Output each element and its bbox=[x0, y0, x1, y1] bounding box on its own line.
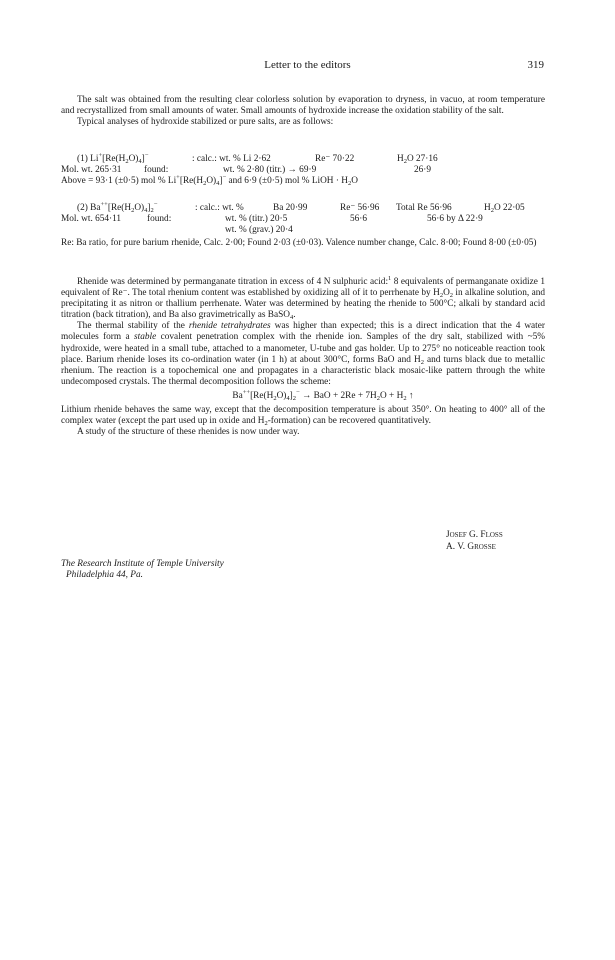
analysis2-found-row bbox=[61, 214, 545, 225]
method-text-b: 8 equivalents of permanganate oxidize 1 equivalent of Re⁻. The total rhenium content was established by oxidizing all of it to perrhenate by H bbox=[61, 277, 545, 299]
analysis1-above-tail: and 6·9 (±0·5) mol % LiOH · H bbox=[228, 176, 348, 187]
analysis2-grav-row bbox=[61, 225, 545, 236]
page-number: 319 bbox=[527, 59, 544, 71]
stability-text-a: The thermal stability of the bbox=[77, 321, 189, 332]
analysis2-formula: (2) Ba bbox=[77, 203, 101, 213]
analysis2-total-found: 56·6 by Δ 22·9 bbox=[427, 214, 483, 225]
affiliation-block bbox=[61, 559, 224, 581]
analysis2-calc: : calc.: wt. % bbox=[195, 203, 244, 213]
analysis1-formula: (1) Li bbox=[77, 154, 99, 164]
analysis-lithium bbox=[61, 154, 545, 187]
analysis2-molwt: Mol. wt. 654·11 bbox=[61, 214, 122, 225]
analysis1-h2o-found: 26·9 bbox=[414, 165, 432, 176]
ratio-paragraph: Re: Ba ratio, for pure barium rhenide, Calc. 2·00; Found 2·03 (±0·03). Valence number change, Calc. 8·00; Found 8·00 (±0·05) bbox=[61, 238, 537, 248]
analysis-barium bbox=[61, 203, 545, 236]
analysis1-above-row: Above = 93·1 (±0·5) mol % $Li^+[Re(H_2O)_4]^-$ and 6·9 (±0·5) mol % LiOH · $H_2O$ bbox=[61, 174, 358, 188]
analysis1-calc-row: (1) $Li^+[Re(H_2O)_4]^-$ : calc.: wt. % Li 2·62 Re⁻ 70·22 $H_2O$ 27·16 bbox=[77, 152, 438, 165]
outlook-paragraph: A study of the structure of these rhenides is now under way. bbox=[77, 427, 300, 438]
stability-text-c: covalent penetration complex with the rhenide ion. Samples of the dry salt, stabilized with ~5% hydroxide, were heated in a small tube, attached to a manometer, U-tube and gas holder. Up to 275° no noticeable reaction took place. Barium rhenide loses its co-ordination water (in 1 h) at about 300°C, forms BaO and H bbox=[61, 332, 545, 365]
decomposition-equation: $Ba^{++}[Re(H_2O)_4]_2^-$ → BaO + $2Re + 7H_2O + H_2$ ↑ bbox=[232, 388, 414, 402]
method-text-c: in alkaline solution, and precipitating it as nitron or thallium perrhenate. Water was determined by heating the rhenide to 500°C; alkali by standard acid titration (back titration), and Ba also gravimetrically as BaSO bbox=[61, 288, 545, 321]
affiliation-institute: The Research Institute of Temple University bbox=[61, 559, 224, 569]
author-name: Josef G. Floss bbox=[446, 530, 503, 540]
analysis2-total-re: Total Re 56·96 bbox=[396, 203, 452, 213]
stability-paragraph: The thermal stability of the rhenide tetrahydrates was higher than expected; this is a direct indication that the 4 water molecules form a stable covalent penetration complex with the rhenide ion. Samples of the dry salt, stabilized with ~5% hydroxide, were heated in a small tube, attached to a manometer, U-tube and gas holder. Up to 275° no noticeable reaction took place. Barium rhenide loses its co-ordination water (in 1 h) at about 300°C, forms BaO and $H_2$ and turns black due to metallic rhenium. The reaction is a topochemical one and propagates in a characteristic black mosaic-like pattern through the white undecomposed crystals. The thermal decomposition follows the scheme: bbox=[61, 321, 545, 387]
analysis1-h2o-calc: O 27·16 bbox=[406, 154, 438, 164]
analysis2-found-titr: wt. % (titr.) 20·5 bbox=[225, 214, 288, 225]
analysis1-h2o-calc-label: H bbox=[397, 154, 404, 164]
method-paragraph: Rhenide was determined by permanganate titration in excess of 4 N sulphuric acid:$^1$ 8 equivalents of permanganate oxidize 1 equivalent of Re⁻. The total rhenium content was established by oxidizing all of it to perrhenate by $H_2O_2$ in alkaline solution, and precipitating it as nitron or thallium perrhenate. Water was determined by heating the rhenide to 500°C; alkali by standard acid titration (back titration), and Ba also gravimetrically as BaSO$_4$. bbox=[61, 275, 545, 322]
analysis1-found-label: found: bbox=[144, 165, 169, 176]
analysis2-found-grav: wt. % (grav.) 20·4 bbox=[225, 225, 293, 236]
author-block bbox=[446, 530, 503, 553]
analysis2-re-found: 56·6 bbox=[350, 214, 368, 225]
analysis2-re-calc: Re⁻ 56·96 bbox=[340, 203, 380, 213]
analysis2-ba-calc: Ba 20·99 bbox=[273, 203, 308, 213]
analysis1-found-values: wt. % 2·80 (titr.) → 69·9 bbox=[223, 165, 317, 176]
intro-analyses-lead: Typical analyses of hydroxide stabilized or pure salts, are as follows: bbox=[77, 117, 334, 128]
method-text-a: Rhenide was determined by permanganate titration in excess of 4 N sulphuric acid: bbox=[77, 277, 389, 287]
analysis1-calc: : calc.: wt. % Li 2·62 bbox=[192, 154, 271, 164]
analysis2-found-label: found: bbox=[147, 214, 172, 225]
analysis1-re-calc: Re⁻ 70·22 bbox=[315, 154, 355, 164]
analysis1-molwt: Mol. wt. 265·31 bbox=[61, 165, 122, 176]
analysis2-calc-row: (2) $Ba^{++}[Re(H_2O)_4]_2^-$ : calc.: wt. % Ba 20·99 Re⁻ 56·96 Total Re 56·96 $H_2O$ 22·05 bbox=[77, 201, 525, 214]
analysis2-h2o-calc-label: H bbox=[484, 203, 491, 213]
intro-section bbox=[61, 95, 545, 128]
body-section bbox=[61, 277, 545, 438]
stability-emphasis-1: rhenide tetrahydrates bbox=[188, 321, 271, 332]
analysis2-h2o-calc: O 22·05 bbox=[493, 203, 525, 213]
analysis1-above: Above = 93·1 (±0·5) mol % Li bbox=[61, 176, 177, 187]
stability-emphasis-2: stable bbox=[134, 332, 157, 343]
footnote-ref: 1 bbox=[388, 275, 392, 282]
lithium-text-b: -formation) can be recovered quantitatively. bbox=[267, 416, 431, 427]
stability-text-b: was higher than expected; this is a direct indication that the 4 water molecules form a bbox=[61, 321, 545, 343]
analysis1-found-row bbox=[61, 165, 545, 176]
running-header: Letter to the editors bbox=[264, 59, 351, 71]
ratio-section bbox=[61, 238, 545, 249]
lithium-text-a: Lithium rhenide behaves the same way, except that the decomposition temperature is about 350°. On heating to 400° all of the complex water (except the part used up in oxide and H bbox=[61, 405, 545, 427]
intro-paragraph: The salt was obtained from the resulting clear colorless solution by evaporation to dryness, in vacuo, at room temperature and recrystallized from small amounts of water. Small amounts of hydroxide increase the oxidation stability of the salt. bbox=[61, 95, 545, 117]
author-name: A. V. Grosse bbox=[446, 541, 496, 552]
affiliation-city: Philadelphia 44, Pa. bbox=[66, 570, 143, 581]
stability-text-d: and turns black due to metallic rhenium. The reaction is a topochemical one and propagates in a characteristic black mosaic-like pattern through the white undecomposed crystals. The thermal decomposition follows the scheme: bbox=[61, 354, 545, 387]
lithium-paragraph: Lithium rhenide behaves the same way, except that the decomposition temperature is about 350°. On heating to 400° all of the complex water (except the part used up in oxide and $H_2-formation$) can be recovered quantitatively. bbox=[61, 405, 545, 428]
